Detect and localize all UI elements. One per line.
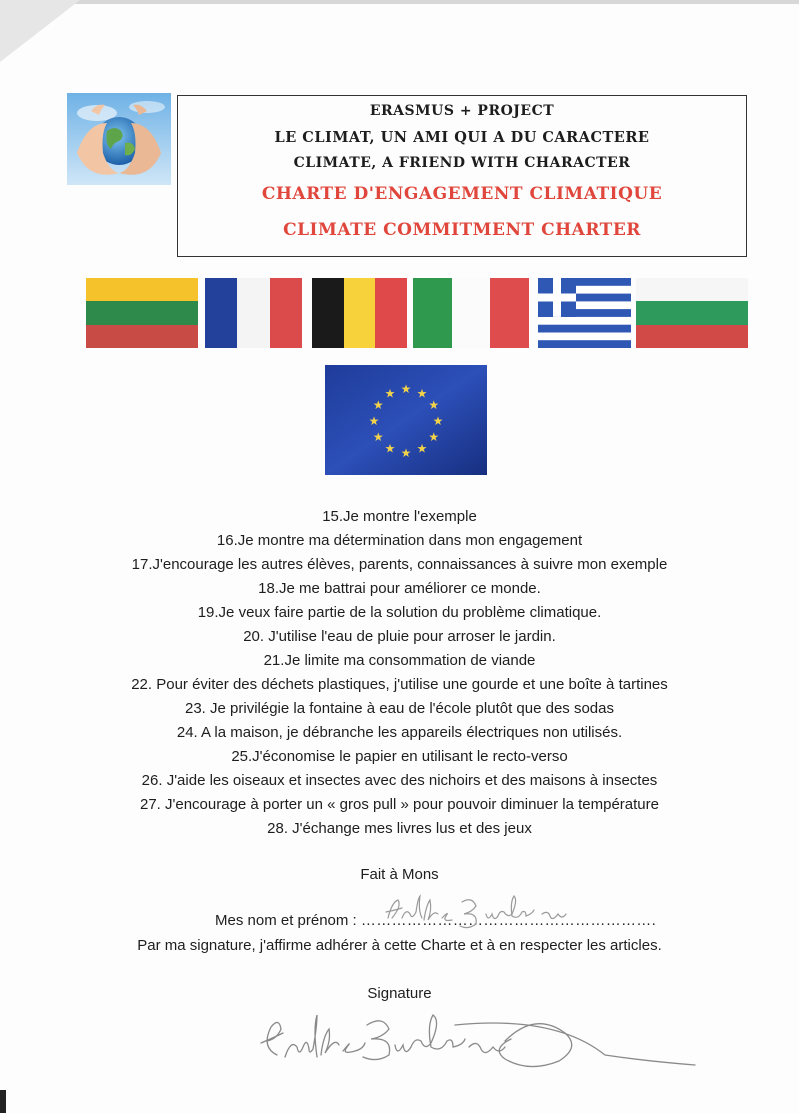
partner-flags-row — [0, 278, 799, 348]
list-item: 22. Pour éviter des déchets plastiques, j'utilise une gourde et une boîte à tartines — [131, 676, 668, 693]
list-item: 27. J'encourage à porter un « gros pull » pour pouvoir diminuer la température — [139, 796, 659, 813]
handwritten-name — [380, 890, 610, 932]
eu-star-icon: ★ — [400, 382, 412, 396]
affirmation-text: Par ma signature, j'affirme adhérer à cette Charte et à en respecter les articles. — [137, 937, 662, 954]
list-item: 26. J'aide les oiseaux et insectes avec des nichoirs et des maisons à insectes — [141, 772, 658, 789]
france-flag — [205, 278, 302, 348]
list-item: 18.Je me battrai pour améliorer ce monde. — [258, 580, 541, 597]
list-item: 17.J'encourage les autres élèves, parents, connaissances à suivre mon exemple — [131, 556, 668, 573]
list-item: 16.Je montre ma détermination dans mon engagement — [216, 532, 583, 549]
eu-star-icon: ★ — [384, 441, 396, 456]
eu-star-icon: ★ — [384, 386, 396, 401]
name-dotted-line: …………………………………………………. — [360, 912, 657, 929]
scan-edge-mark — [0, 1090, 6, 1113]
eu-star-icon: ★ — [372, 430, 384, 444]
eu-star-icon: ★ — [432, 414, 444, 428]
list-item: 20. J'utilise l'eau de pluie pour arroser le jardin. — [243, 628, 556, 645]
name-label: Mes nom et prénom : — [215, 912, 357, 929]
list-item: 21.Je limite ma consommation de viande — [263, 652, 536, 669]
eu-star-icon: ★ — [400, 446, 412, 460]
eu-star-icon: ★ — [372, 398, 384, 412]
list-item: 25.J'économise le papier en utilisant le recto-verso — [231, 748, 568, 765]
list-item: 28. J'échange mes livres lus et des jeux — [267, 820, 532, 837]
list-item: 19.Je veux faire partie de la solution du problème climatique. — [197, 604, 602, 621]
poland-flag — [490, 278, 528, 348]
signature-label: Signature — [367, 985, 432, 1002]
folded-corner — [0, 0, 80, 62]
eu-star-icon: ★ — [416, 441, 428, 456]
title-english: CLIMATE, A FRIEND WITH CHARACTER — [293, 155, 631, 171]
list-item: 24. A la maison, je débranche les appareils électriques non utilisés. — [176, 724, 623, 741]
place-line: Fait à Mons — [360, 866, 439, 883]
belgium-flag — [312, 278, 407, 348]
list-item: 15.Je montre l'exemple — [322, 508, 477, 525]
list-item: 23. Je privilégie la fontaine à eau de l'école plutôt que des sodas — [185, 700, 614, 717]
title-french: LE CLIMAT, UN AMI QUI A DU CARACTERE — [274, 129, 650, 146]
eu-star-icon: ★ — [428, 398, 440, 412]
eu-star-icon: ★ — [368, 414, 380, 428]
eu-star-icon: ★ — [428, 430, 440, 444]
charter-title-french: CHARTE D'ENGAGEMENT CLIMATIQUE — [261, 184, 663, 204]
eu-star-icon: ★ — [416, 386, 428, 401]
lithuania-flag — [86, 278, 198, 348]
bulgaria-flag — [636, 278, 748, 348]
greece-flag — [538, 278, 631, 348]
project-title-box — [177, 95, 747, 257]
earth-in-hands-logo — [67, 93, 171, 185]
scan-edge — [0, 0, 799, 4]
eu-flag — [325, 365, 487, 475]
handwritten-signature — [255, 1005, 705, 1080]
charter-title-english: CLIMATE COMMITMENT CHARTER — [283, 220, 641, 240]
project-name: ERASMUS + PROJECT — [369, 103, 555, 119]
